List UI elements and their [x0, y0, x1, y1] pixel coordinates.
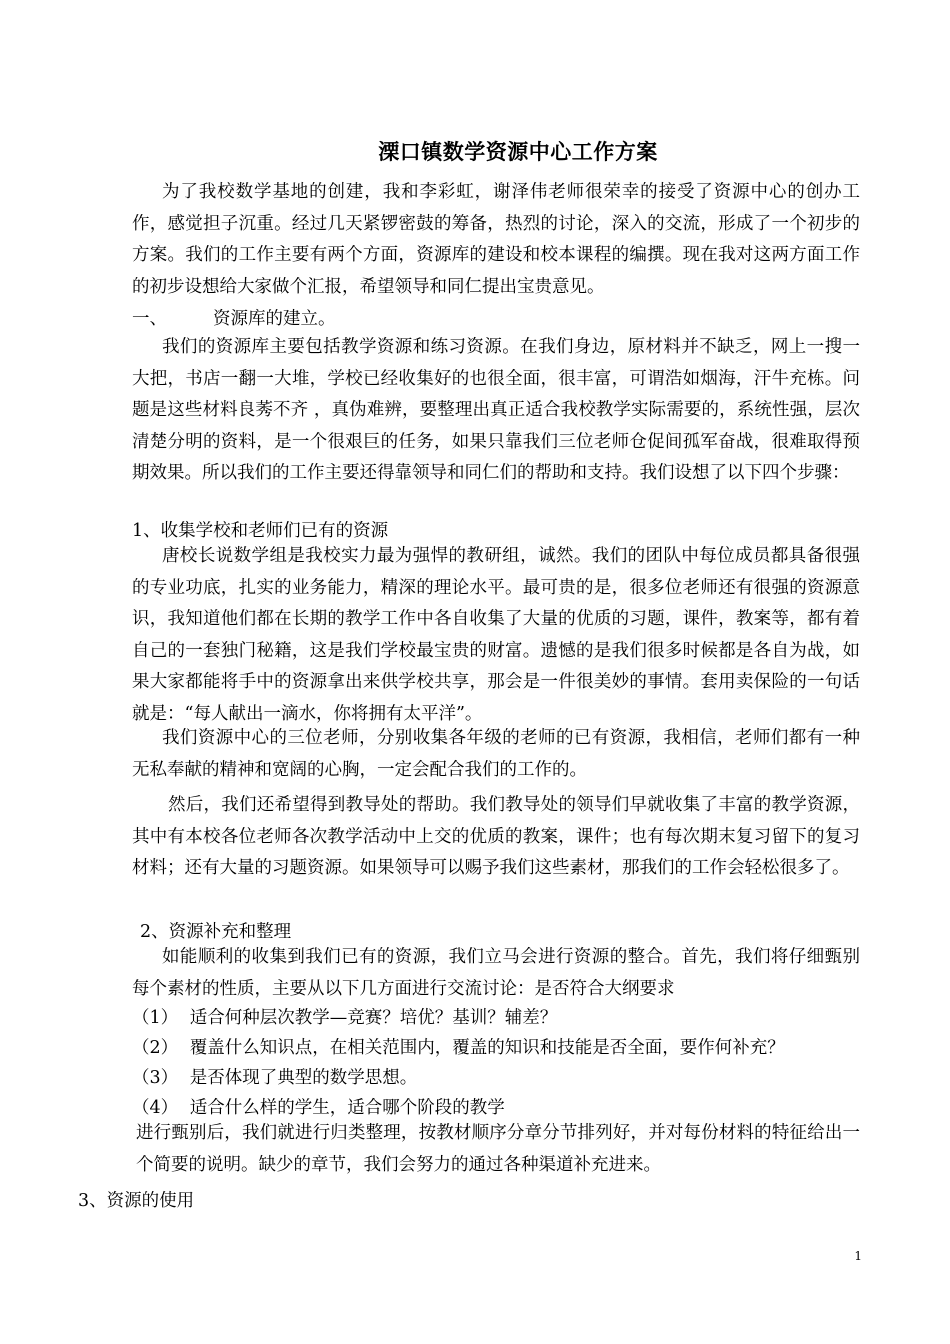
criteria-number: （2）	[132, 1038, 179, 1058]
criteria-item	[132, 1004, 557, 1029]
section1-title: 资源库的建立。	[213, 309, 336, 329]
step2-after-paragraph: 进行甄别后，我们就进行归类整理，按教材顺序分章分节排列好，并对每份材料的特征给出一个简要的说明。缺少的章节，我们会努力的通过各种渠道补充进来。	[136, 1123, 860, 1175]
criteria-number: （1）	[132, 1008, 179, 1028]
criteria-text: 覆盖什么知识点，在相关范围内，覆盖的知识和技能是否全面，要作何补充？	[189, 1038, 785, 1058]
criteria-text: 是否体现了典型的数学思想。	[189, 1068, 418, 1088]
step3-heading: 3、资源的使用	[78, 1191, 195, 1211]
page-number: 1	[854, 1249, 862, 1263]
criteria-text: 适合何种层次教学—竞赛？培优？基训？辅差？	[189, 1008, 558, 1028]
document-title: 溧口镇数学资源中心工作方案	[378, 139, 658, 164]
step2-heading: 2、资源补充和整理	[140, 922, 292, 942]
criteria-number: （3）	[132, 1068, 179, 1088]
section1-heading	[132, 305, 336, 330]
step1-paragraph-1: 唐校长说数学组是我校实力最为强悍的教研组，诚然。我们的团队中每位成员都具备很强的专业功底，扎实的业务能力，精深的理论水平。最可贵的是，很多位老师还有很强的资源意识，我知道他们都在长期的教学工作中各自收集了大量的优质的习题，课件，教案等，都有着自己的一套独门秘籍，这是我们学校最宝贵的财富。遗憾的是我们很多时候都是各自为战，如果大家都能将手中的资源拿出来供学校共享，那会是一件很美妙的事情。套用卖保险的一句话就是：“每人献出一滴水，你将拥有太平洋”。	[132, 546, 860, 724]
criteria-item	[132, 1094, 505, 1119]
intro-paragraph: 为了我校数学基地的创建，我和李彩虹，谢泽伟老师很荣幸的接受了资源中心的创办工作，感觉担子沉重。经过几天紧锣密鼓的筹备，热烈的讨论，深入的交流，形成了一个初步的方案。我们的工作主要有两个方面，资源库的建设和校本课程的编撰。现在我对这两方面工作的初步设想给大家做个汇报，希望领导和同仁提出宝贵意见。	[132, 182, 860, 297]
criteria-item	[132, 1034, 785, 1059]
section1-paragraph: 我们的资源库主要包括教学资源和练习资源。在我们身边，原材料并不缺乏，网上一搜一大把，书店一翻一大堆，学校已经收集好的也很全面，很丰富，可谓浩如烟海，汗牛充栋。问题是这些材料良莠不齐 ，真伪难辨，要整理出真正适合我校教学实际需要的，系统性强，层次清楚分明的资料，是一个很艰巨的任务，如果只靠我们三位老师仓促间孤军奋战，很难取得预期效果。所以我们的工作主要还得靠领导和同仁们的帮助和支持。我们设想了以下四个步骤：	[132, 337, 860, 484]
criteria-number: （4）	[132, 1098, 179, 1118]
step1-heading: 1、收集学校和老师们已有的资源	[132, 521, 389, 541]
criteria-text: 适合什么样的学生，适合哪个阶段的教学	[189, 1098, 505, 1118]
step2-paragraph: 如能顺利的收集到我们已有的资源，我们立马会进行资源的整合。首先，我们将仔细甄别每个素材的性质，主要从以下几方面进行交流讨论：是否符合大纲要求	[132, 947, 860, 999]
criteria-item	[132, 1064, 417, 1089]
step1-paragraph-3: 然后，我们还希望得到教导处的帮助。我们教导处的领导们早就收集了丰富的教学资源，其中有本校各位老师各次教学活动中上交的优质的教案，课件；也有每次期末复习留下的复习材料；还有大量的习题资源。如果领导可以赐予我们这些素材，那我们的工作会轻松很多了。	[132, 795, 860, 879]
section1-number: 一、	[132, 309, 167, 329]
step1-paragraph-2: 我们资源中心的三位老师，分别收集各年级的老师的已有资源，我相信，老师们都有一种无私奉献的精神和宽阔的心胸，一定会配合我们的工作的。	[132, 728, 860, 780]
